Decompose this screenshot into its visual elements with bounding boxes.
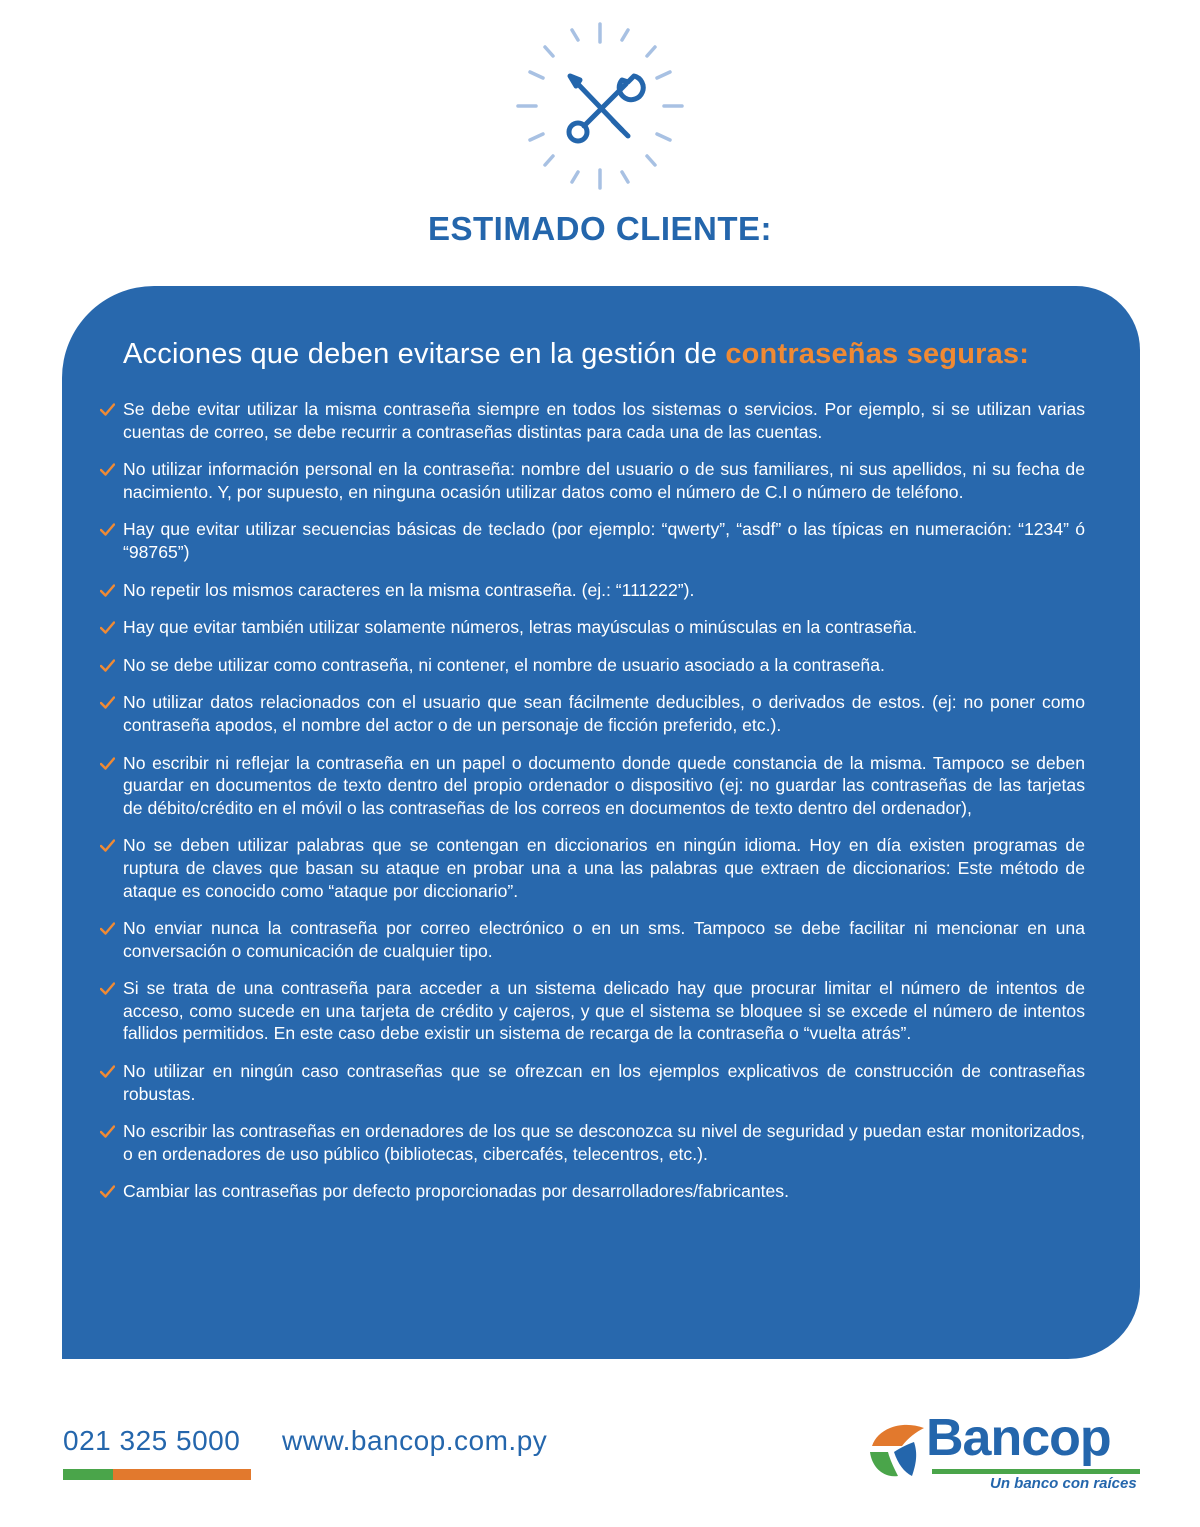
check-icon	[100, 463, 115, 476]
leaf-logo-icon	[868, 1418, 930, 1480]
list-item	[100, 518, 1085, 563]
brand-underline	[932, 1469, 1140, 1474]
advice-list	[100, 398, 1085, 1218]
brand-name: Bancop	[926, 1409, 1111, 1467]
list-item	[100, 458, 1085, 503]
panel-heading-highlight: contraseñas seguras:	[725, 338, 1030, 370]
website-link[interactable]: www.bancop.com.py	[282, 1425, 548, 1456]
check-icon	[100, 757, 115, 770]
check-icon	[100, 659, 115, 672]
check-icon	[100, 1185, 115, 1198]
list-item-text: Hay que evitar utilizar secuencias básicas de teclado (por ejemplo: “qwerty”, “asdf” o las típicas en numeración: “1234” ó “98765”)	[123, 519, 1085, 562]
list-item	[100, 834, 1085, 902]
check-icon	[100, 1125, 115, 1138]
list-item	[100, 1060, 1085, 1105]
list-item-text: No se deben utilizar palabras que se contengan en diccionarios en ningún idioma. Hoy en día existen programas de ruptura de claves que basan su ataque en probar una a una las palabras que extraen de diccionarios: Este método de ataque es conocido como “ataque por diccionario”.	[123, 835, 1085, 901]
panel-heading	[123, 338, 1029, 371]
list-item	[100, 616, 1085, 639]
panel-heading-text: Acciones que deben evitarse en la gestión de	[123, 338, 718, 370]
list-item-text: Si se trata de una contraseña para acceder a un sistema delicado hay que procurar limitar el número de intentos de acceso, como sucede en una tarjeta de crédito y cajeros, y que el sistema se bloquee si se excede el número de intentos fallidos permitidos. En este caso debe existir un sistema de recarga de la contraseña o “vuelta atrás”.	[123, 978, 1085, 1044]
footer-bar-orange	[113, 1469, 251, 1480]
check-icon	[100, 696, 115, 709]
phone-number[interactable]: 021 325 5000	[63, 1425, 241, 1456]
list-item	[100, 654, 1085, 677]
check-icon	[100, 839, 115, 852]
list-item	[100, 1120, 1085, 1165]
list-item-text: Cambiar las contraseñas por defecto proporcionadas por desarrolladores/fabricantes.	[123, 1181, 789, 1202]
list-item-text: No utilizar datos relacionados con el usuario que sean fácilmente deducibles, o derivados de estos. (ej: no poner como contraseña apodos, el nombre del actor o de un personaje de ficción preferido, etc.).	[123, 692, 1085, 735]
list-item	[100, 579, 1085, 602]
list-item-text: No se debe utilizar como contraseña, ni contener, el nombre de usuario asociado a la contraseña.	[123, 654, 885, 675]
brand-tagline: Un banco con raíces	[990, 1475, 1137, 1492]
list-item-text: No escribir las contraseñas en ordenadores de los que se desconozca su nivel de seguridad y puedan estar monitorizados, o en ordenadores de uso público (bibliotecas, cibercafés, telecentros, etc.).	[123, 1121, 1085, 1164]
check-icon	[100, 621, 115, 634]
check-icon	[100, 982, 115, 995]
list-item	[100, 977, 1085, 1045]
check-icon	[100, 584, 115, 597]
list-item	[100, 1180, 1085, 1203]
list-item-text: Hay que evitar también utilizar solamente números, letras mayúsculas o minúsculas en la contraseña.	[123, 617, 918, 638]
list-item-text: No utilizar en ningún caso contraseñas que se ofrezcan en los ejemplos explicativos de construcción de contraseñas robustas.	[123, 1061, 1085, 1104]
bancop-logo	[868, 1409, 1143, 1494]
check-icon	[100, 523, 115, 536]
list-item-text: No repetir los mismos caracteres en la misma contraseña. (ej.: “111222”).	[123, 579, 695, 600]
list-item	[100, 752, 1085, 820]
page-title: ESTIMADO CLIENTE:	[428, 210, 772, 247]
footer-bar-green	[63, 1469, 113, 1480]
tools-icon	[510, 20, 690, 192]
check-icon	[100, 403, 115, 416]
list-item-text: Se debe evitar utilizar la misma contraseña siempre en todos los sistemas o servicios. Por ejemplo, si se utilizan varias cuentas de correo, se debe recurrir a contraseñas distintas para cada una de las cuentas.	[123, 399, 1085, 442]
list-item-text: No utilizar información personal en la contraseña: nombre del usuario o de sus familiares, ni sus apellidos, ni su fecha de nacimiento. Y, por supuesto, en ninguna ocasión utilizar datos como el número de C.I o número de teléfono.	[123, 459, 1085, 502]
list-item	[100, 917, 1085, 962]
list-item	[100, 691, 1085, 736]
list-item-text: No enviar nunca la contraseña por correo electrónico o en un sms. Tampoco se debe facilitar ni mencionar en una conversación o comunicación de cualquier tipo.	[123, 918, 1085, 961]
list-item-text: No escribir ni reflejar la contraseña en un papel o documento donde quede constancia de la misma. Tampoco se deben guardar en documentos de texto dentro del propio ordenador o dispositivo (ej: no guardar las contraseñas de las tarjetas de débito/crédito en el móvil o las contraseñas de los correos en documentos de texto dentro del ordenador),	[123, 752, 1085, 818]
check-icon	[100, 922, 115, 935]
list-item	[100, 398, 1085, 443]
check-icon	[100, 1065, 115, 1078]
